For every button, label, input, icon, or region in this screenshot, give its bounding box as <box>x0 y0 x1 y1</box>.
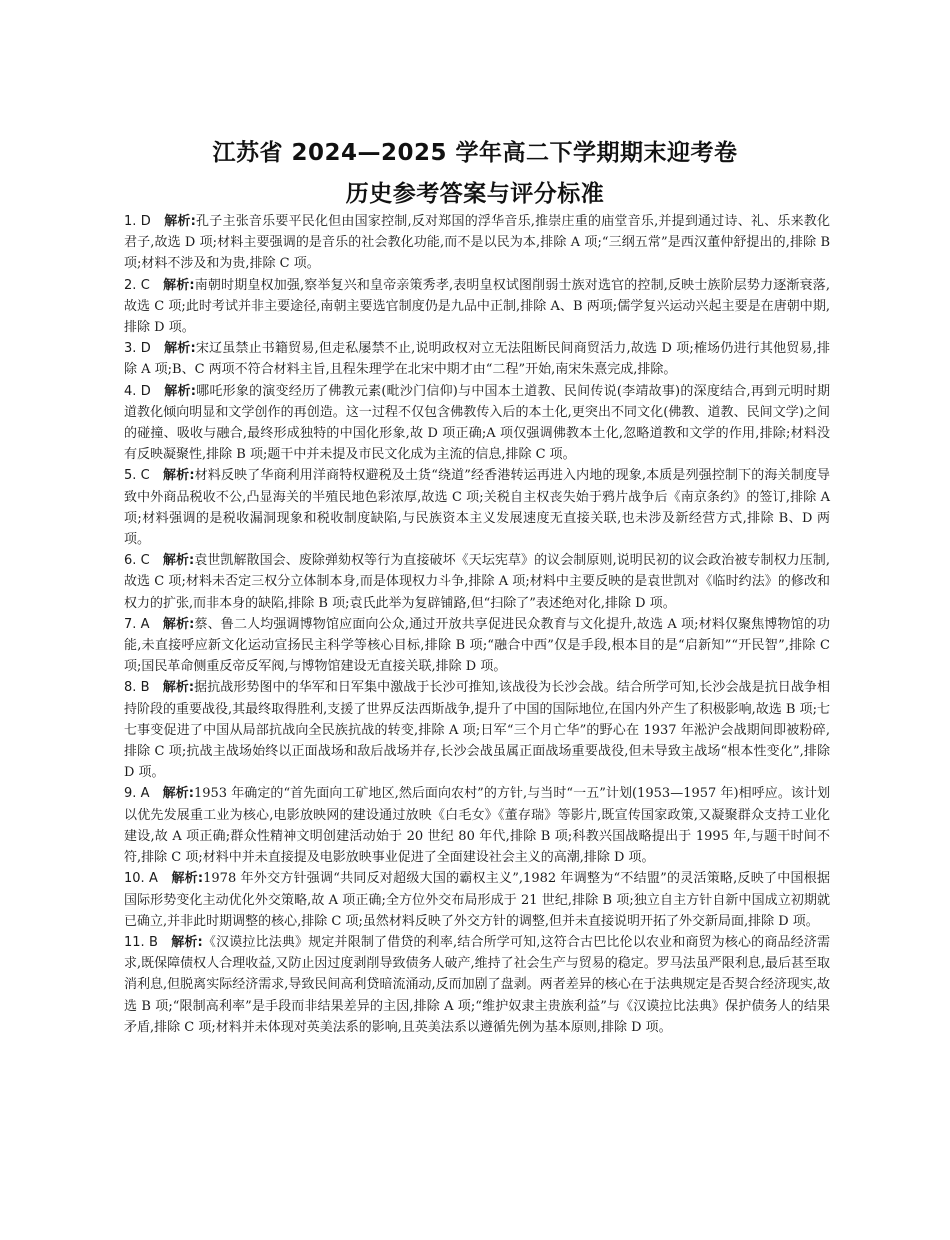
analysis-label: 解析: <box>162 616 195 632</box>
analysis-label: 解析: <box>171 871 204 887</box>
analysis-label: 解析: <box>163 468 195 484</box>
answer-number: 9. A <box>124 786 150 802</box>
page-title: 江苏省 2024—2025 学年高二下学期期末迎考卷 <box>212 140 738 166</box>
answer-number: 2. C <box>124 277 150 293</box>
analysis-text: 蔡、鲁二人均强调博物馆应面向公众,通过开放共享促进民众教育与文化提升,故选 A 项;材料仅聚焦博物馆的功能,未直接呼应新文化运动宣扬民主科学等核心目标,排除 B 项;“融合中西”仅是手段,根本目的是“启新知”“开民智”,排除 C 项;国民革命侧重反帝反军阀,与博物馆建设无直接关联,排除 D 项。 <box>124 616 830 675</box>
answer-number: 10. A <box>124 871 158 887</box>
analysis-label: 解析: <box>164 214 196 229</box>
answer-item-8 <box>124 677 830 783</box>
analysis-text: 南朝时期皇权加强,察举复兴和皇帝亲策秀孝,表明皇权试图削弱士族对选官的控制,反映士族阶层势力逐渐衰落,故选 C 项;此时考试并非主要途径,南朝主要选官制度仍是九品中正制,排除 A、B 两项;儒学复兴运动兴起主要是在唐朝中期,排除 D 项。 <box>124 277 830 336</box>
analysis-text: 《汉谟拉比法典》规定并限制了借贷的利率,结合所学可知,这符合古巴比伦以农业和商贸为核心的商品经济需求,既保障债权人合理收益,又防止因过度剥削导致债务人破产,维持了社会生产与贸易的稳定。罗马法虽严限利息,最后甚至取消利息,但脱离实际经济需求,导致民间高利贷暗流涌动,反而加剧了盘剥。两者差异的核心在于法典规定是否契合经济现实,故选 B 项;“限制高利率”是手段而非结果差异的主因,排除 A 项;“维护奴隶主贵族利益”与《汉谟拉比法典》保护债务人的结果矛盾,排除 C 项;材料并未体现对英美法系的影响,且英美法系以遵循先例为基本原则,排除 D 项。 <box>124 934 830 1035</box>
analysis-label: 解析: <box>171 934 203 950</box>
analysis-label: 解析: <box>164 383 196 399</box>
answer-item-3 <box>124 338 830 380</box>
analysis-text: 1978 年外交方针强调“共同反对超级大国的霸权主义”,1982 年调整为“不结盟”的灵活策略,反映了中国根据国际形势变化主动优化外交策略,故 A 项正确;全方位外交布局形成于 21 世纪,排除 B 项;独立自主方针自新中国成立初期就已确立,并非此时期调整的核心,排除 C 项;虽然材料反映了外交方针的调整,但并未直接说明开拓了外交新局面,排除 D 项。 <box>124 871 830 929</box>
answer-item-9 <box>124 783 830 868</box>
analysis-label: 解析: <box>164 341 196 357</box>
answer-list <box>124 211 830 1038</box>
answer-number: 7. A <box>124 616 150 632</box>
analysis-text: 据抗战形势图中的华军和日军集中激战于长沙可推知,该战役为长沙会战。结合所学可知,长沙会战是抗日战争相持阶段的重要战役,其最终取得胜利,支援了世界反法西斯战争,提升了中国的国际地位,在国内外产生了积极影响,故选 B 项;七七事变促进了中国从局部抗战向全民族抗战的转变,排除 A 项;日军“三个月亡华”的野心在 1937 年淞沪会战期间即被粉碎,排除 C 项;抗战主战场始终以正面战场和敌后战场并存,长沙会战虽属正面战场重要战役,但未导致主战场“根本性变化”,排除 D 项。 <box>124 680 830 781</box>
analysis-label: 解析: <box>162 786 194 802</box>
answer-number: 4. D <box>124 383 151 399</box>
analysis-text: 1953 年确定的“首先面向工矿地区,然后面向农村”的方针,与当时“一五”计划(1953—1957 年)相呼应。该计划以优先发展重工业为核心,电影放映网的建设通过放映《白毛女》《董存瑞》等影片,既宣传国家政策,又凝聚群众支持工业化建设,故 A 项正确;群众性精神文明创建活动始于 20 世纪 80 年代,排除 B 项;科教兴国战略提出于 1995 年,与题干时间不符,排除 C 项;材料中并未直接提及电影放映事业促进了全面建设社会主义的高潮,排除 D 项。 <box>124 786 831 866</box>
analysis-label: 解析: <box>162 680 195 696</box>
answer-item-1 <box>124 211 830 275</box>
analysis-text: 袁世凯解散国会、废除弹劾权等行为直接破坏《天坛宪草》的议会制原则,说明民初的议会政治被专制权力压制,故选 C 项;材料未否定三权分立体制本身,而是体现权力斗争,排除 A 项;材料中主要反映的是袁世凯对《临时约法》的修改和权力的扩张,而非本身的缺陷,排除 B 项;袁氏此举为复辟铺路,但“扫除了”表述绝对化,排除 D 项。 <box>124 553 830 611</box>
page-subtitle: 历史参考答案与评分标准 <box>345 181 605 207</box>
analysis-text: 材料反映了华商利用洋商特权避税及土货“绕道”经香港转运再进入内地的现象,本质是列强控制下的海关制度导致中外商品税收不公,凸显海关的半殖民地色彩浓厚,故选 C 项;关税自主权丧失始于鸦片战争后《南京条约》的签订,排除 A 项;材料强调的是税收漏洞现象和税收制度缺陷,与民族资本主义发展速度无直接关联,也未涉及新经营方式,排除 B、D 两项。 <box>124 468 830 548</box>
analysis-text: 宋辽虽禁止书籍贸易,但走私屡禁不止,说明政权对立无法阻断民间商贸活力,故选 D 项;榷场仍进行其他贸易,排除 A 项;B、C 两项不符合材料主旨,且程朱理学在北宋中期才由“二程”开始,南宋朱熹完成,排除。 <box>124 341 830 378</box>
answer-item-4 <box>124 381 830 466</box>
analysis-text: 哪吒形象的演变经历了佛教元素(毗沙门信仰)与中国本土道教、民间传说(李靖故事)的深度结合,再到元明时期道教化倾向明显和文学创作的再创造。这一过程不仅包含佛教传入后的本土化,更突出不同文化(佛教、道教、民间文学)之间的碰撞、吸收与融合,最终形成独特的中国化形象,故 D 项正确;A 项仅强调佛教本土化,忽略道教和文学的作用,排除;材料没有反映凝聚性,排除 B 项;题干中并未提及市民文化成为主流的信息,排除 C 项。 <box>124 383 831 463</box>
answer-item-7 <box>124 614 830 678</box>
answer-number: 6. C <box>124 553 150 569</box>
answer-number: 5. C <box>124 468 150 484</box>
answer-number: 11. B <box>124 934 158 950</box>
answer-item-5 <box>124 465 830 550</box>
answer-item-6 <box>124 550 830 614</box>
answer-item-11 <box>124 932 830 1038</box>
answer-number: 8. B <box>124 680 150 696</box>
answer-item-10 <box>124 868 830 932</box>
analysis-label: 解析: <box>162 553 195 569</box>
answer-number: 1. D <box>124 214 151 229</box>
answer-item-2 <box>124 275 830 339</box>
analysis-label: 解析: <box>163 277 195 293</box>
answer-number: 3. D <box>124 341 151 357</box>
analysis-text: 孔子主张音乐要平民化但由国家控制,反对郑国的浮华音乐,推崇庄重的庙堂音乐,并提到通过诗、礼、乐来教化君子,故选 D 项;材料主要强调的是音乐的社会教化功能,而不是以民为本,排除 A 项;“三纲五常”是西汉董仲舒提出的,排除 B 项;材料不涉及和为贵,排除 C 项。 <box>124 214 830 272</box>
